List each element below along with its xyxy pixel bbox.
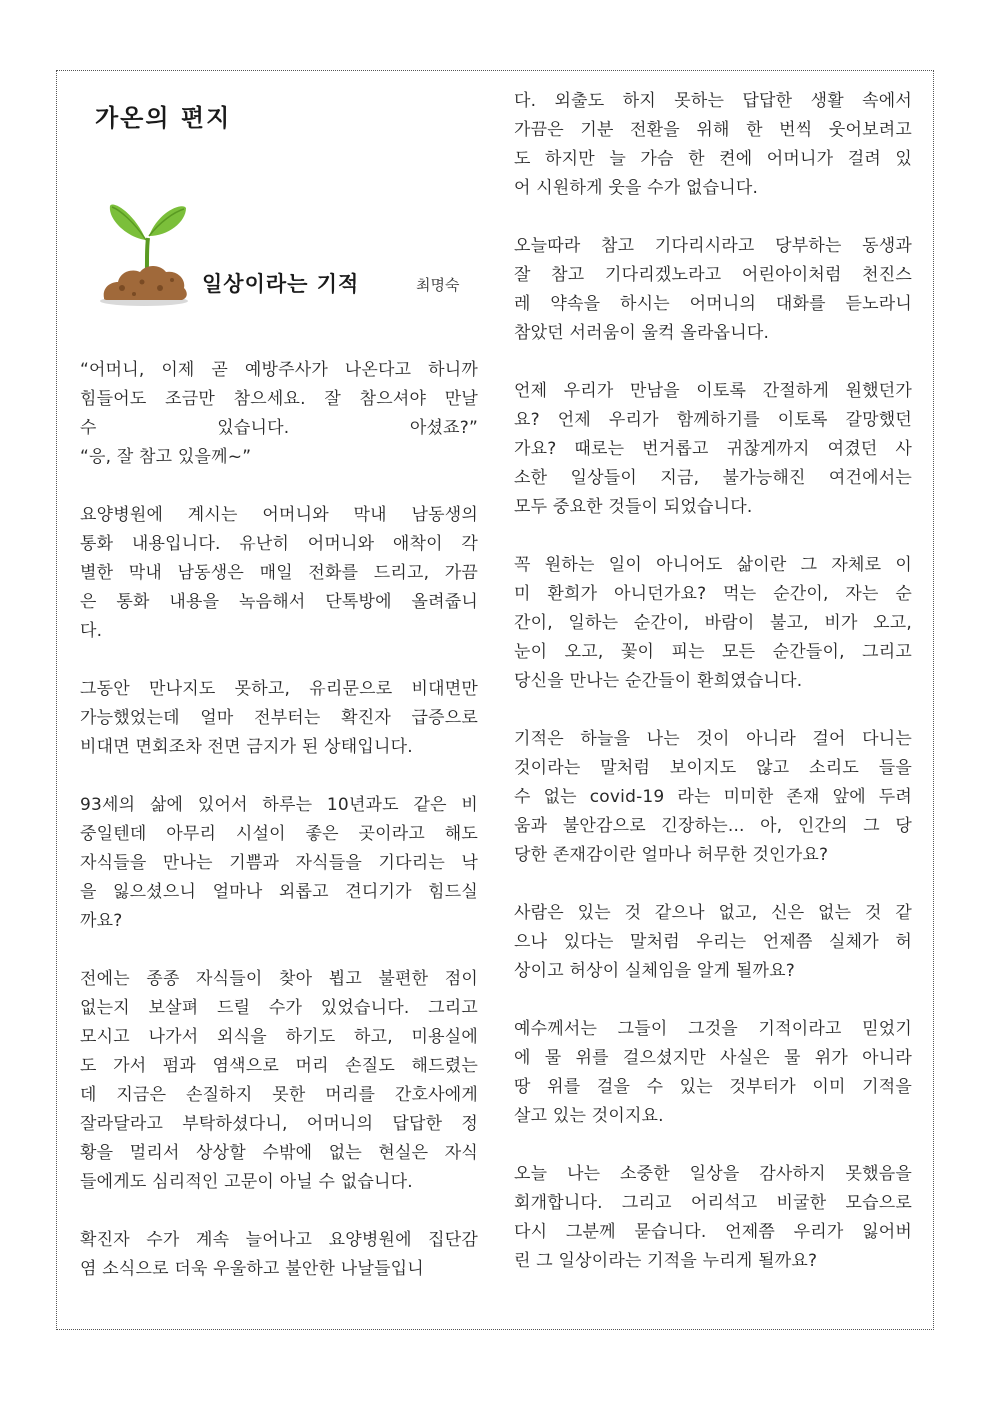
paragraph	[514, 725, 912, 870]
article-author: 최명숙	[416, 276, 460, 294]
text-line: 언제 우리가 만남을 이토록 간절하게 원했던가	[514, 381, 912, 401]
text-line: 을 잃으셨으니 얼마나 외롭고 견디기가 힘드실	[80, 882, 478, 902]
text-line: 소한 일상들이 지금, 불가능해진 여건에서는	[514, 468, 912, 488]
text-line: 린 그 일상이라는 기적을 누리게 될까요?	[514, 1251, 818, 1271]
text-line: 93세의 삶에 있어서 하루는 10년과도 같은 비	[80, 795, 478, 815]
text-line: 은 통화 내용을 녹음해서 단톡방에 올려줍니	[80, 592, 478, 612]
text-line: 사람은 있는 것 같으나 없고, 신은 없는 것 같	[514, 903, 912, 923]
left-column	[80, 356, 478, 1313]
text-line: 당한 존재감이란 얼마나 허무한 것인가요?	[514, 845, 829, 865]
text-line: 다. 외출도 하지 못하는 답답한 생활 속에서	[514, 91, 912, 111]
text-line: 에 물 위를 걸으셨지만 사실은 물 위가 아니라	[514, 1048, 912, 1068]
text-line: 까요?	[80, 911, 123, 931]
text-line: 당신을 만나는 순간들이 환희였습니다.	[514, 671, 803, 691]
text-line: 요? 언제 우리가 함께하기를 이토록 갈망했던	[514, 410, 912, 430]
text-line: 비대면 면회조차 전면 금지가 된 상태입니다.	[80, 737, 413, 757]
text-line: 없는지 보살펴 드릴 수가 있었습니다. 그리고	[80, 998, 478, 1018]
text-line: 살고 있는 것이지요.	[514, 1106, 664, 1126]
text-line: 오늘 나는 소중한 일상을 감사하지 못했음을	[514, 1164, 912, 1184]
text-line: 데 지금은 손질하지 못한 머리를 간호사에게	[80, 1085, 478, 1105]
text-line: 들에게도 심리적인 고문이 아닐 수 없습니다.	[80, 1172, 413, 1192]
text-line: 미 환희가 아니던가요? 먹는 순간이, 자는 순	[514, 584, 912, 604]
text-line: 눈이 오고, 꽃이 피는 모든 순간들이, 그리고	[514, 642, 912, 662]
text-line: 그동안 만나지도 못하고, 유리문으로 비대면만	[80, 679, 478, 699]
text-line: 도 하지만 늘 가슴 한 켠에 어머니가 걸려 있	[514, 149, 912, 169]
sprout-illustration	[98, 198, 190, 308]
text-line: 땅 위를 걸을 수 있는 것부터가 이미 기적을	[514, 1077, 912, 1097]
section-title: 가온의 편지	[95, 104, 232, 132]
text-line: 참았던 서러움이 울컥 올라옵니다.	[514, 323, 770, 343]
text-line: 다.	[80, 621, 103, 641]
text-line: 간이, 일하는 순간이, 바람이 불고, 비가 오고,	[514, 613, 912, 633]
paragraph	[80, 965, 478, 1197]
paragraph	[80, 356, 478, 472]
text-line: 기적은 하늘을 나는 것이 아니라 걸어 다니는	[514, 729, 912, 749]
text-line: 회개합니다. 그리고 어리석고 비굴한 모습으로	[514, 1193, 912, 1213]
text-line: 힘들어도 조금만 참으세요. 잘 참으셔야 만날	[80, 389, 478, 409]
paragraph	[80, 675, 478, 762]
text-line: 가끔은 기분 전환을 위해 한 번씩 웃어보려고	[514, 120, 912, 140]
paragraph	[514, 377, 912, 522]
text-line: 자식들을 만나는 기쁨과 자식들을 기다리는 낙	[80, 853, 478, 873]
text-line: 예수께서는 그들이 그것을 기적이라고 믿었기	[514, 1019, 912, 1039]
text-line: 요양병원에 계시는 어머니와 막내 남동생의	[80, 505, 478, 525]
text-line: 잘라달라고 부탁하셨다니, 어머니의 답답한 정	[80, 1114, 478, 1134]
paragraph	[80, 791, 478, 936]
text-line: 별한 막내 남동생은 매일 전화를 드리고, 가끔	[80, 563, 478, 583]
text-line: 가능했었는데 얼마 전부터는 확진자 급증으로	[80, 708, 478, 728]
paragraph	[80, 1226, 478, 1284]
text-line: 통화 내용입니다. 유난히 어머니와 애착이 각	[80, 534, 478, 554]
text-line: 가요? 때로는 번거롭고 귀찮게까지 여겼던 사	[514, 439, 912, 459]
paragraph	[514, 551, 912, 696]
text-line: 움과 불안감으로 긴장하는... 아, 인간의 그 당	[514, 816, 912, 836]
paragraph	[80, 501, 478, 646]
text-line: 오늘따라 참고 기다리시라고 당부하는 동생과	[514, 236, 912, 256]
text-line: “응, 잘 참고 있을께~”	[80, 447, 252, 467]
text-line: 것이라는 말처럼 보이지도 않고 소리도 들을	[514, 758, 912, 778]
text-line: 상이고 허상이 실체임을 알게 될까요?	[514, 961, 795, 981]
article-title: 일상이라는 기적	[202, 272, 360, 296]
text-line: 황을 멀리서 상상할 수밖에 없는 현실은 자식	[80, 1143, 478, 1163]
text-line: 으나 있다는 말처럼 우리는 언제쯤 실체가 허	[514, 932, 912, 952]
right-column	[514, 87, 912, 1305]
text-line: 중일텐데 아무리 시설이 좋은 곳이라고 해도	[80, 824, 478, 844]
text-line: 수 있습니다. 아셨죠?”	[80, 418, 478, 438]
text-line: 어 시원하게 웃을 수가 없습니다.	[514, 178, 759, 198]
text-line: 염 소식으로 더욱 우울하고 불안한 나날들입니	[80, 1259, 424, 1279]
soil-mound	[104, 266, 187, 300]
paragraph	[514, 899, 912, 986]
sprout-left-leaf	[110, 204, 146, 240]
paragraph	[514, 87, 912, 203]
text-line: 전에는 종종 자식들이 찾아 뵙고 불편한 점이	[80, 969, 478, 989]
paragraph	[514, 1160, 912, 1276]
text-line: 다시 그분께 묻습니다. 언제쯤 우리가 잃어버	[514, 1222, 912, 1242]
text-line: 꼭 원하는 일이 아니어도 삶이란 그 자체로 이	[514, 555, 912, 575]
paragraph	[514, 1015, 912, 1131]
text-line: 모두 중요한 것들이 되었습니다.	[514, 497, 753, 517]
text-line: 모시고 나가서 외식을 하기도 하고, 미용실에	[80, 1027, 478, 1047]
paragraph	[514, 232, 912, 348]
text-line: 도 가서 펌과 염색으로 머리 손질도 해드렸는	[80, 1056, 478, 1076]
text-line: 수 없는 covid-19 라는 미미한 존재 앞에 두려	[514, 787, 912, 807]
text-line: “어머니, 이제 곧 예방주사가 나온다고 하니까	[80, 360, 478, 380]
text-line: 레 약속을 하시는 어머니의 대화를 듣노라니	[514, 294, 912, 314]
text-line: 확진자 수가 계속 늘어나고 요양병원에 집단감	[80, 1230, 478, 1250]
text-line: 잘 참고 기다리겠노라고 어린아이처럼 천진스	[514, 265, 912, 285]
